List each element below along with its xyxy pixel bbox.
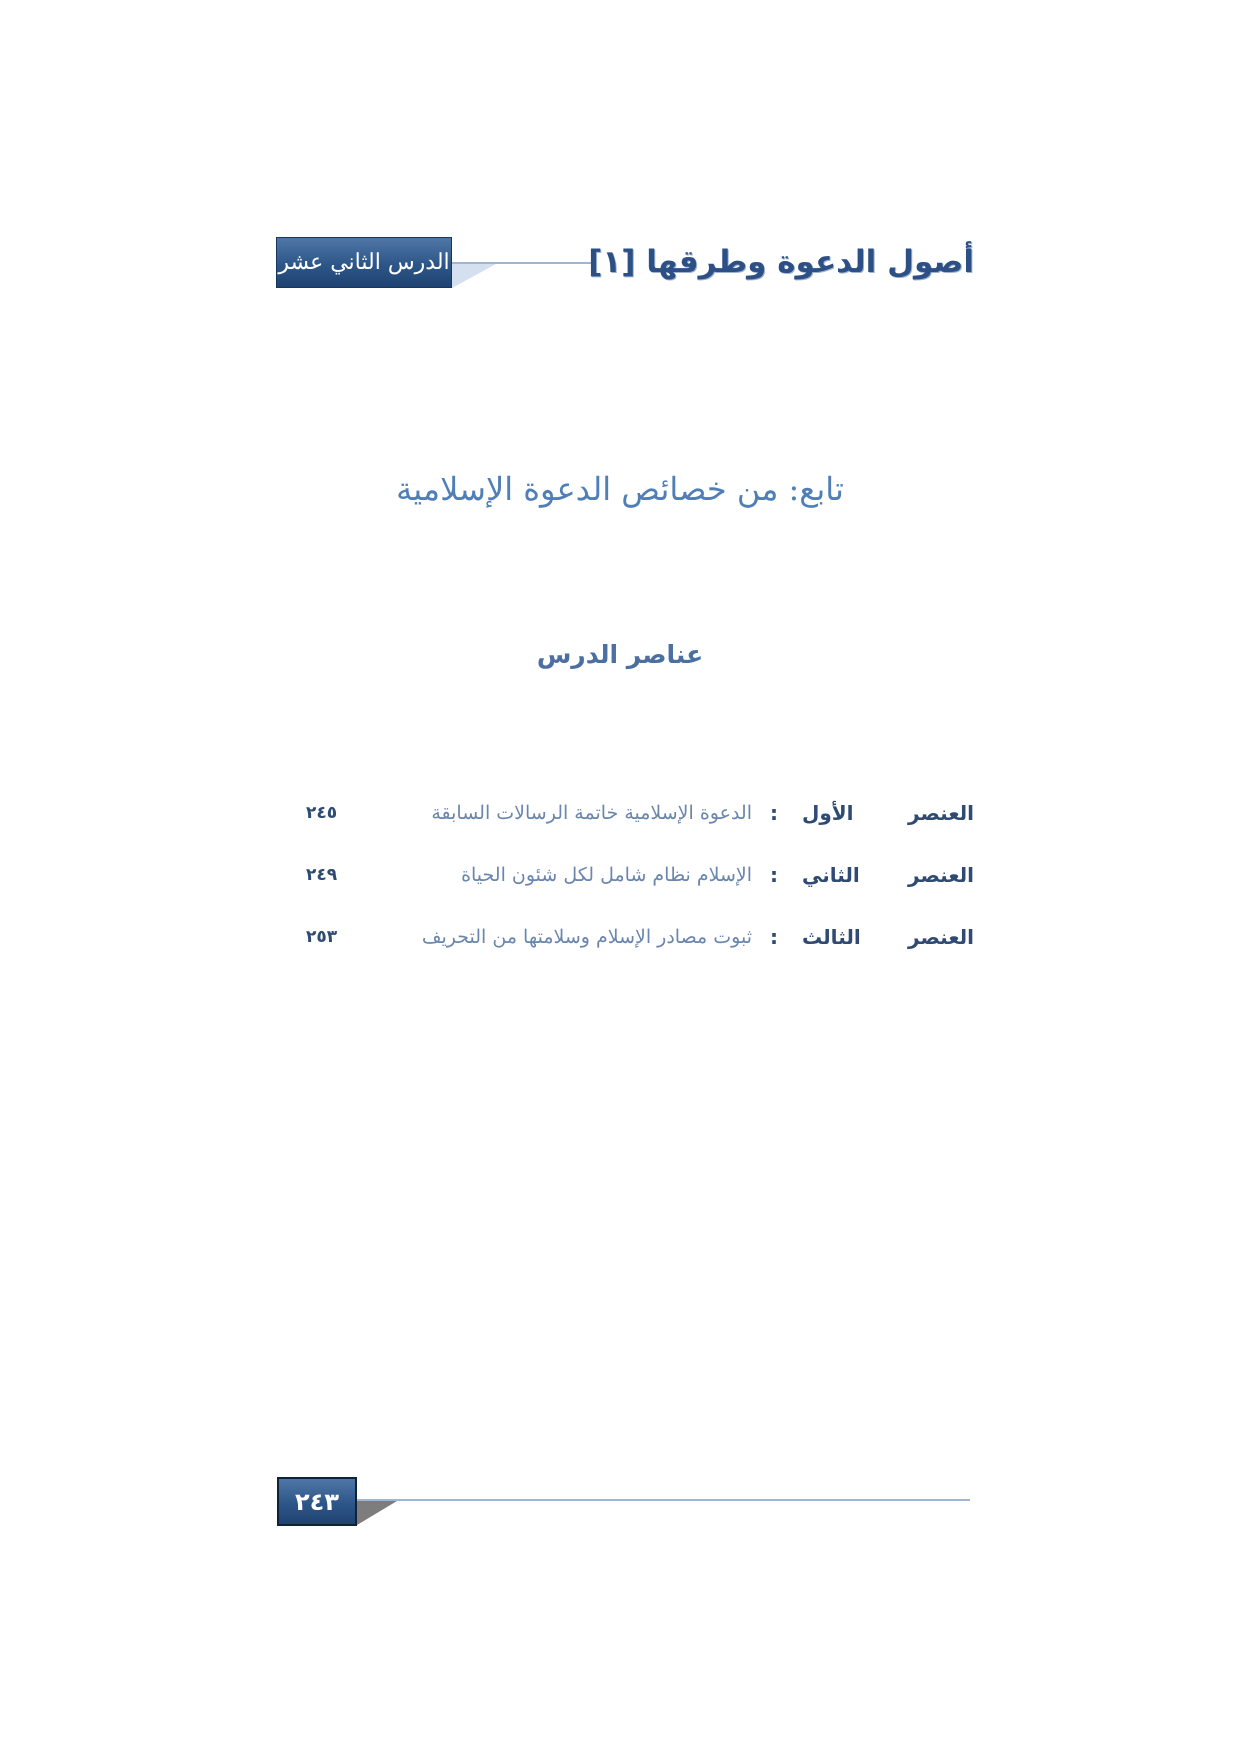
list-item <box>280 793 974 833</box>
elements-heading: عناصر الدرس <box>536 640 704 669</box>
page-number-wedge <box>357 1501 397 1525</box>
element-text: الدعوة الإسلامية خاتمة الرسالات السابقة <box>431 802 752 824</box>
list-item <box>280 855 974 895</box>
element-text: ثبوت مصادر الإسلام وسلامتها من التحريف <box>421 926 752 948</box>
element-label: العنصر الثاني <box>802 863 974 887</box>
book-title: أصول الدعوة وطرقها [١] <box>588 244 974 280</box>
element-text: الإسلام نظام شامل لكل شئون الحياة <box>461 864 752 886</box>
element-page-number: ٢٥٣ <box>306 927 338 947</box>
page-number: ٢٤٣ <box>277 1477 357 1526</box>
element-page-number: ٢٤٩ <box>306 865 338 885</box>
element-page-number: ٢٤٥ <box>306 803 338 823</box>
list-item <box>280 917 974 957</box>
element-label: العنصر الأول <box>802 801 974 825</box>
colon-separator: : <box>770 801 778 825</box>
colon-separator: : <box>770 925 778 949</box>
lesson-badge: الدرس الثاني عشر <box>276 237 452 288</box>
badge-wedge <box>452 264 496 288</box>
main-title: تابع: من خصائص الدعوة الإسلامية <box>396 470 844 508</box>
footer-divider-line <box>357 1499 970 1501</box>
colon-separator: : <box>770 863 778 887</box>
element-label: العنصر الثالث <box>802 925 974 949</box>
